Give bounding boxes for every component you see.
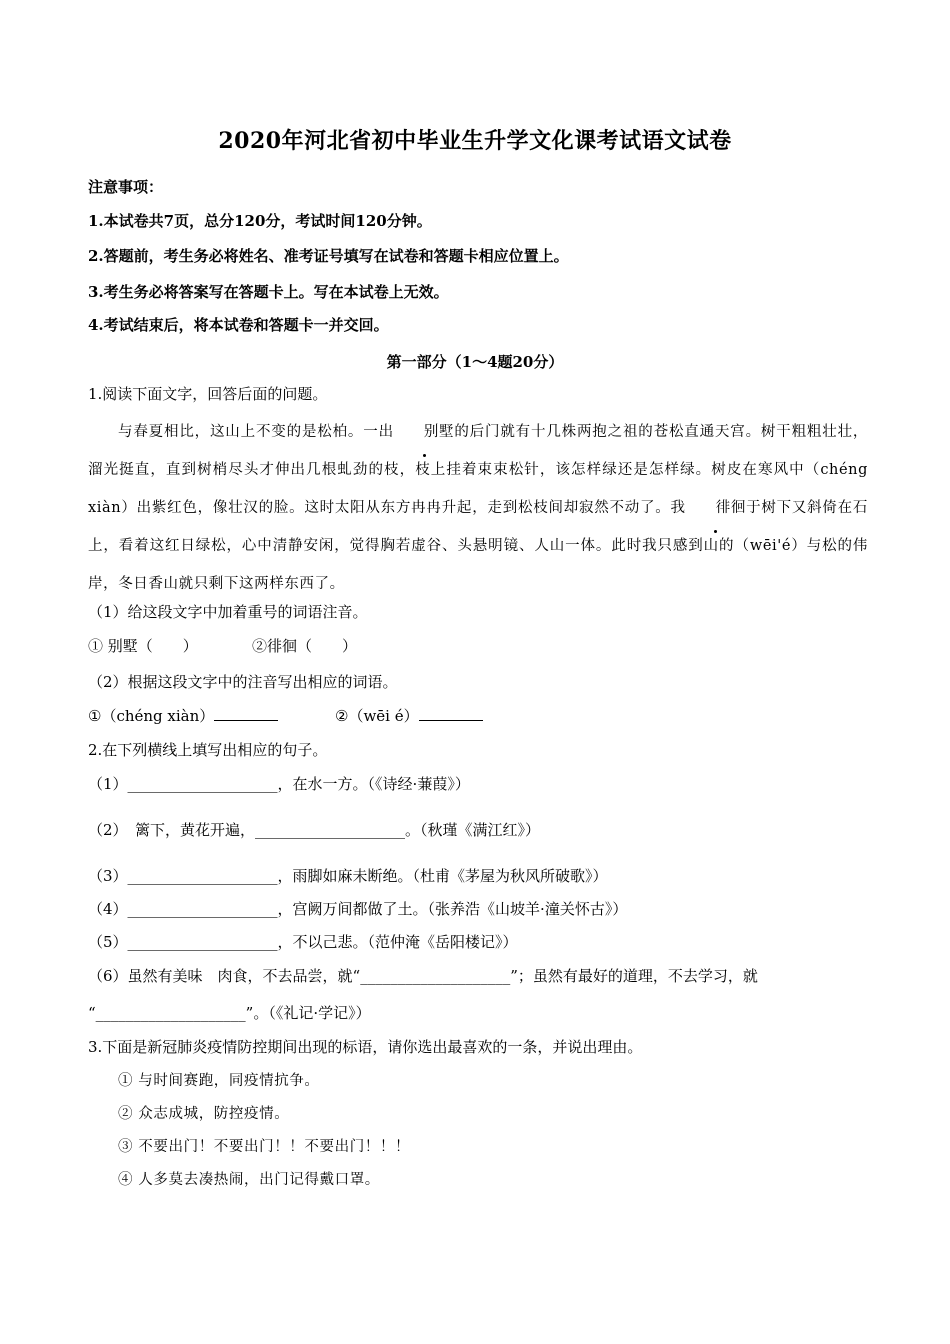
q1-sub2-b-row bbox=[335, 705, 483, 727]
q1-passage bbox=[88, 413, 868, 603]
notice-item: 2.答题前，考生务必将姓名、准考证号填写在试卷和答题卡相应位置上。 bbox=[88, 247, 569, 265]
notice-item: 4.考试结束后，将本试卷和答题卡一并交回。 bbox=[88, 316, 389, 334]
answer-blank[interactable] bbox=[214, 706, 278, 721]
notice-item: 1.本试卷共7页，总分120分，考试时间120分钟。 bbox=[88, 212, 432, 230]
q1-sub1-a: ① 别墅（ ） bbox=[88, 637, 198, 655]
q3-slogan: ① 与时间赛跑，同疫情抗争。 bbox=[118, 1073, 320, 1089]
q1-sub2-b: ②（wēi é） bbox=[335, 707, 419, 725]
q3-stem: 3.下面是新冠肺炎疫情防控期间出现的标语，请你选出最喜欢的一条，并说出理由。 bbox=[88, 1038, 643, 1056]
page-title: 2020年河北省初中毕业生升学文化课考试语文试卷 bbox=[218, 128, 732, 154]
notice-heading: 注意事项： bbox=[88, 178, 164, 196]
q2-item: （3）____________________，雨脚如麻未断绝。（杜甫《茅屋为秋风所破歌》） bbox=[88, 867, 608, 885]
q1-sub2-a: ①（chéng xiàn） bbox=[88, 707, 215, 725]
q2-stem: 2.在下列横线上填写出相应的句子。 bbox=[88, 741, 328, 759]
q2-item: “____________________”。（《礼记·学记》） bbox=[88, 1004, 371, 1022]
q3-slogan: ④ 人多莫去凑热闹，出门记得戴口罩。 bbox=[118, 1172, 380, 1188]
passage-text: 与春夏相比，这山上不变的是松柏。一出 bbox=[118, 424, 394, 440]
q2-item: （5）____________________，不以己悲。（范仲淹《岳阳楼记》） bbox=[88, 933, 518, 951]
passage-text: 的后门就有十几株两抱之祖的苍松直通天宫。树干粗粗壮壮，溜光挺直，直到树梢尽头才伸出几根虬劲的枝，枝上挂着束束松针，该怎样绿还是怎样绿。树皮在寒风中（chéng xiàn）出紫红色，像壮汉的脸。这时太阳从东方冉冉升起，走到松枝间却寂然不动了。我 bbox=[88, 424, 868, 516]
q2-item: （4）____________________，宫阙万间都做了土。（张养浩《山坡羊·潼关怀古》） bbox=[88, 900, 628, 918]
answer-blank[interactable] bbox=[419, 706, 483, 721]
section-heading: 第一部分（1～4题20分） bbox=[386, 353, 564, 371]
q3-slogan: ③ 不要出门！不要出门！！不要出门！！！ bbox=[118, 1139, 411, 1155]
q2-item: （1）____________________，在水一方。（《诗经·蒹葭》） bbox=[88, 775, 470, 793]
q2-item: （2） 篱下，黄花开遍，____________________。（秋瑾《满江红》） bbox=[88, 821, 541, 839]
q1-sub1-b: ②徘徊（ ） bbox=[252, 637, 358, 655]
emphasized-word-bieshu: 别墅 bbox=[394, 413, 454, 451]
q1-sub1: （1）给这段文字中加着重号的词语注音。 bbox=[88, 603, 368, 621]
emphasized-word-paihuai: 徘徊 bbox=[686, 489, 746, 527]
q2-item: （6）虽然有美味 肉食，不去品尝，就“____________________”；虽然有最好的道理，不去学习，就 bbox=[88, 967, 758, 985]
q1-sub2-a-row bbox=[88, 705, 278, 727]
q3-slogan: ② 众志成城，防控疫情。 bbox=[118, 1106, 290, 1122]
q1-stem: 1.阅读下面文字，回答后面的问题。 bbox=[88, 385, 328, 403]
q1-sub2: （2）根据这段文字中的注音写出相应的词语。 bbox=[88, 673, 398, 691]
notice-item: 3.考生务必将答案写在答题卡上。写在本试卷上无效。 bbox=[88, 283, 449, 301]
passage-text: 于树下又斜倚在石上，看着这红日绿松，心中清静安闲，觉得胸若虚谷、头悬明镜、人山一体。此时我只感到山的（wēi'é）与松的伟岸，冬日香山就只剩下这两样东西了。 bbox=[88, 500, 868, 592]
